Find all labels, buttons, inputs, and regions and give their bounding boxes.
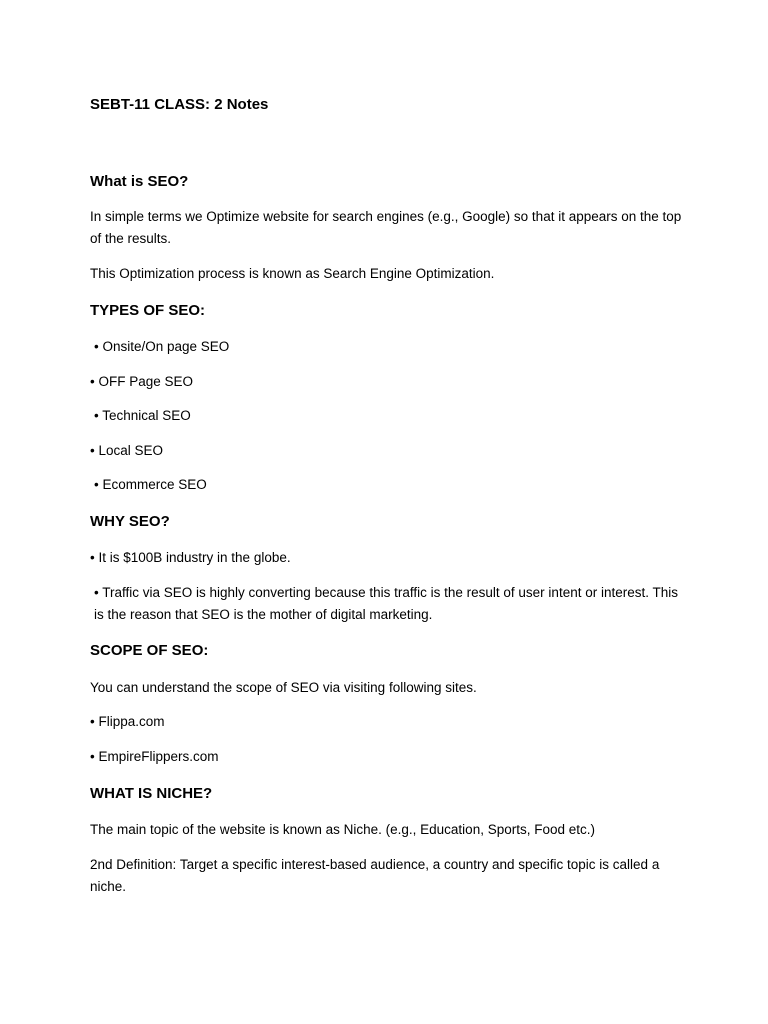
- document-title: SEBT-11 CLASS: 2 Notes: [90, 96, 269, 113]
- paragraph-scope-intro: You can understand the scope of SEO via visiting following sites.: [90, 680, 477, 695]
- list-item-flippa: • Flippa.com: [90, 711, 690, 733]
- paragraph-niche-definition: The main topic of the website is known as Niche. (e.g., Education, Sports, Food etc.): [90, 822, 595, 837]
- list-item-traffic-converting: • Traffic via SEO is highly converting because this traffic is the result of user intent or interest. This is the reason that SEO is the mother of digital marketing.: [90, 582, 684, 626]
- paragraph-niche-second-definition: 2nd Definition: Target a specific interest-based audience, a country and specific topic is called a niche.: [90, 857, 660, 894]
- heading-what-is-niche: WHAT IS NICHE?: [90, 785, 213, 802]
- heading-why-seo: WHY SEO?: [90, 513, 170, 530]
- heading-types-of-seo: TYPES OF SEO:: [90, 302, 206, 319]
- list-item-empireflippers: • EmpireFlippers.com: [90, 746, 690, 768]
- heading-scope-of-seo: SCOPE OF SEO:: [90, 642, 209, 659]
- list-item-local-seo: • Local SEO: [90, 440, 690, 462]
- paragraph-seo-definition: In simple terms we Optimize website for search engines (e.g., Google) so that it appears on the top of the results.: [90, 209, 682, 246]
- list-item-industry-size: • It is $100B industry in the globe.: [90, 547, 690, 569]
- paragraph-seo-process: This Optimization process is known as Search Engine Optimization.: [90, 266, 495, 281]
- list-item-ecommerce-seo: • Ecommerce SEO: [90, 474, 694, 496]
- heading-what-is-seo: What is SEO?: [90, 173, 189, 190]
- list-item-onsite-seo: • Onsite/On page SEO: [90, 336, 694, 358]
- list-item-offpage-seo: • OFF Page SEO: [90, 371, 690, 393]
- list-item-technical-seo: • Technical SEO: [90, 405, 694, 427]
